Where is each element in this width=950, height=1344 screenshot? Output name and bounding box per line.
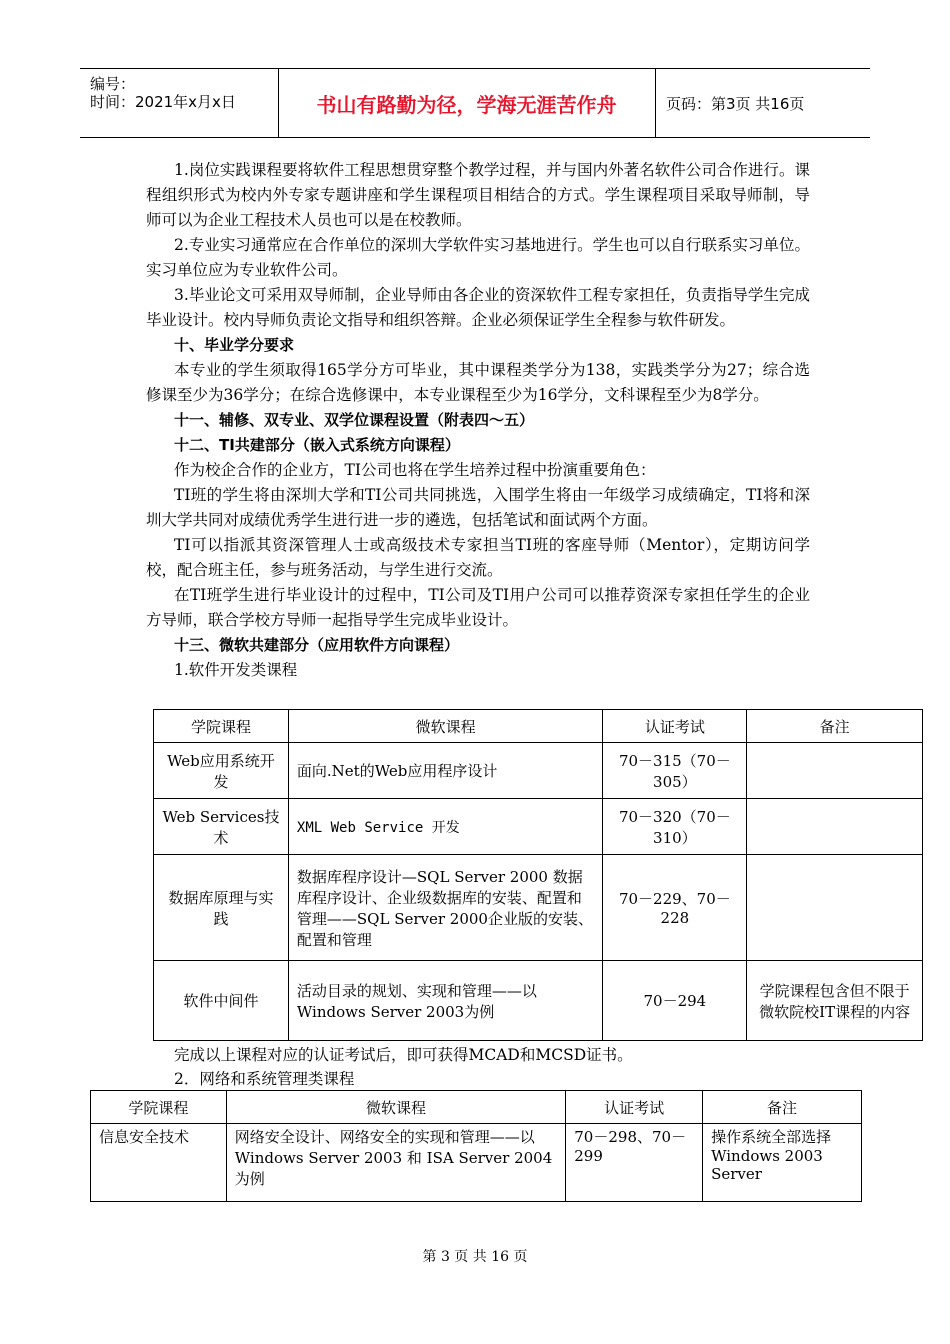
body-text bbox=[146, 158, 810, 683]
table-cell: 70－298、70－299 bbox=[566, 1124, 703, 1202]
certificate-note: 完成以上课程对应的认证考试后，即可获得MCAD和MCSD证书。 bbox=[174, 1046, 633, 1064]
table-header-cell: 备注 bbox=[747, 710, 923, 743]
number-label: 编号： bbox=[90, 75, 136, 93]
table-header-cell: 微软课程 bbox=[226, 1091, 565, 1124]
table-cell: 70－229、70－228 bbox=[603, 855, 747, 961]
table-cell: Web应用系统开发 bbox=[154, 743, 289, 799]
header-info-cell bbox=[80, 69, 279, 137]
software-dev-course-table bbox=[153, 709, 923, 1041]
table-cell: 70－320（70－310） bbox=[603, 799, 747, 855]
subsection-title: 1.软件开发类课程 bbox=[174, 661, 298, 679]
header-page-number: 页码：第3页 共16页 bbox=[666, 94, 805, 113]
page-footer: 第 3 页 共 16 页 bbox=[422, 1249, 528, 1265]
table-cell: 70－315（70－305） bbox=[603, 743, 747, 799]
table-cell: 数据库原理与实践 bbox=[154, 855, 289, 961]
table-cell: 数据库程序设计—SQL Server 2000 数据库程序设计、企业级数据库的安装、配置和管理——SQL Server 2000企业版的安装、配置和管理 bbox=[288, 855, 603, 961]
paragraph: 3.毕业论文可采用双导师制，企业导师由各企业的资深软件工程专家担任，负责指导学生完成毕业设计。校内导师负责论文指导和组织答辩。企业必须保证学生全程参与软件研发。 bbox=[146, 286, 810, 329]
section-heading: 十、毕业学分要求 bbox=[174, 336, 295, 354]
header-motto: 书山有路勤为径，学海无涯苦作舟 bbox=[278, 69, 656, 137]
table-cell: 活动目录的规划、实现和管理——以Windows Server 2003为例 bbox=[288, 961, 603, 1041]
table-cell bbox=[747, 855, 923, 961]
table-cell: 操作系统全部选择Windows 2003 Server bbox=[703, 1124, 862, 1202]
table-cell: XML Web Service 开发 bbox=[288, 799, 603, 855]
paragraph: 2.专业实习通常应在合作单位的深圳大学软件实习基地进行。学生也可以自行联系实习单位。实习单位应为专业软件公司。 bbox=[146, 236, 810, 279]
table-cell: 网络安全设计、网络安全的实现和管理——以 Windows Server 2003 和 ISA Server 2004为例 bbox=[226, 1124, 565, 1202]
section-heading: 十二、TI共建部分（嵌入式系统方向课程） bbox=[174, 436, 460, 454]
table-cell: 学院课程包含但不限于微软院校IT课程的内容 bbox=[747, 961, 923, 1041]
table-cell: 信息安全技术 bbox=[91, 1124, 227, 1202]
table-header-cell: 备注 bbox=[703, 1091, 862, 1124]
table-header-row bbox=[91, 1091, 862, 1124]
section-heading: 十一、辅修、双专业、双学位课程设置（附表四～五） bbox=[174, 411, 535, 429]
table-header-row bbox=[154, 710, 923, 743]
table-cell: 软件中间件 bbox=[154, 961, 289, 1041]
table-cell bbox=[747, 799, 923, 855]
table-row bbox=[154, 961, 923, 1041]
date-label: 时间：2021年x月x日 bbox=[90, 93, 236, 111]
paragraph: TI可以指派其资深管理人士或高级技术专家担当TI班的客座导师（Mentor），定期访问学校，配合班主任，参与班务活动，与学生进行交流。 bbox=[146, 536, 810, 579]
paragraph: TI班的学生将由深圳大学和TI公司共同挑选，入围学生将由一年级学习成绩确定，TI将和深圳大学共同对成绩优秀学生进行进一步的遴选，包括笔试和面试两个方面。 bbox=[146, 486, 810, 529]
table-header-cell: 认证考试 bbox=[603, 710, 747, 743]
paragraph: 1.岗位实践课程要将软件工程思想贯穿整个教学过程，并与国内外著名软件公司合作进行。课程组织形式为校内外专家专题讲座和学生课程项目相结合的方式。学生课程项目采取导师制，导师可以为企业工程技术人员也可以是在校教师。 bbox=[146, 161, 810, 229]
section-heading: 十三、微软共建部分（应用软件方向课程） bbox=[174, 636, 460, 654]
table-header-cell: 学院课程 bbox=[154, 710, 289, 743]
table-row bbox=[154, 743, 923, 799]
table-cell: 面向.Net的Web应用程序设计 bbox=[288, 743, 603, 799]
table-row bbox=[154, 855, 923, 961]
table-row bbox=[154, 799, 923, 855]
network-course-table bbox=[90, 1090, 862, 1202]
table-cell: Web Services技术 bbox=[154, 799, 289, 855]
table-row bbox=[91, 1124, 862, 1202]
paragraph: 本专业的学生须取得165学分方可毕业，其中课程类学分为138，实践类学分为27；综合选修课至少为36学分；在综合选修课中，本专业课程至少为16学分，文科课程至少为8学分。 bbox=[146, 361, 810, 404]
table-header-cell: 认证考试 bbox=[566, 1091, 703, 1124]
table-header-cell: 微软课程 bbox=[288, 710, 603, 743]
table-header-cell: 学院课程 bbox=[91, 1091, 227, 1124]
paragraph: 在TI班学生进行毕业设计的过程中，TI公司及TI用户公司可以推荐资深专家担任学生的企业方导师，联合学校方导师一起指导学生完成毕业设计。 bbox=[146, 586, 810, 629]
paragraph: 作为校企合作的企业方，TI公司也将在学生培养过程中扮演重要角色： bbox=[174, 461, 656, 479]
subsection-title: 2．网络和系统管理类课程 bbox=[174, 1070, 355, 1088]
table-cell bbox=[747, 743, 923, 799]
page-header bbox=[80, 68, 870, 138]
table-cell: 70－294 bbox=[603, 961, 747, 1041]
